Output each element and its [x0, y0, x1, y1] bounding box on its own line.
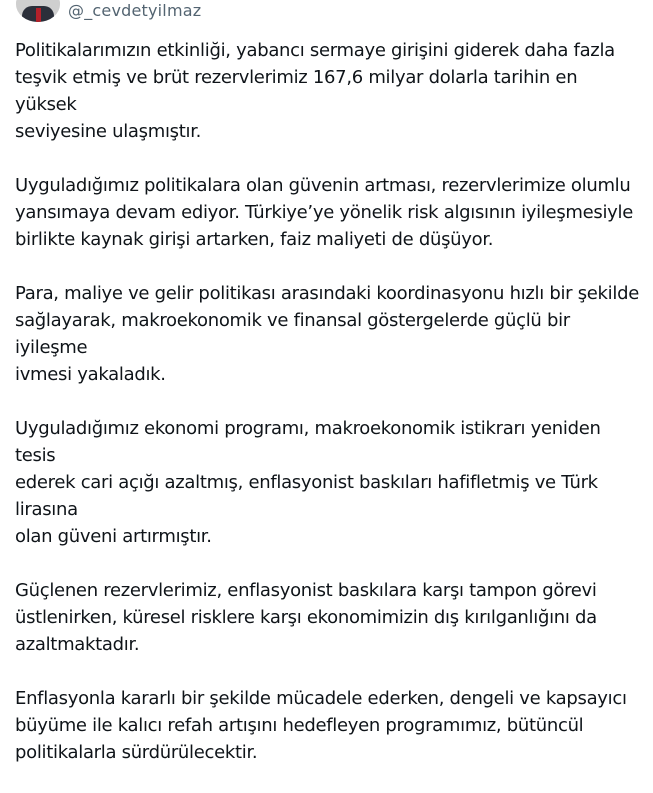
- avatar[interactable]: [16, 0, 60, 22]
- post-paragraph-3: Para, maliye ve gelir politikası arasındaki koordinasyonu hızlı bir şekilde sağlayarak, makroekonomik ve finansal göstergelerde güçlü bir iyileşme ivmesi yakaladık.: [15, 283, 639, 385]
- post-paragraph-6: Enflasyonla kararlı bir şekilde mücadele ederken, dengeli ve kapsayıcı büyüme ile kalıcı refah artışını hedefleyen programımız, bütüncül politikalarla sürdürülecektir.: [15, 688, 627, 763]
- post-paragraph-2: Uyguladığımız politikalara olan güvenin artması, rezervlerimize olumlu yansımaya devam ediyor. Türkiye’ye yönelik risk algısının iyileşmesiyle birlikte kaynak girişi artarken, faiz maliyeti de düşüyor.: [15, 175, 634, 250]
- post-paragraph-1: Politikalarımızın etkinliği, yabancı sermaye girişini giderek daha fazla teşvik etmiş ve brüt rezervlerimiz 167,6 milyar dolarla tarihin en yüksek seviyesine ulaşmıştır.: [15, 40, 615, 142]
- post-paragraph-4: Uyguladığımız ekonomi programı, makroekonomik istikrarı yeniden tesis ederek cari açığı azaltmış, enflasyonist baskıları hafifletmiş ve Türk lirasına olan güveni artırmıştır.: [15, 418, 601, 547]
- avatar-tie: [36, 8, 41, 22]
- post-paragraph-5: Güçlenen rezervlerimiz, enflasyonist baskılara karşı tampon görevi üstlenirken, küresel risklere karşı ekonomimizin dış kırılganlığını da azaltmaktadır.: [15, 580, 597, 655]
- user-handle[interactable]: @_cevdetyilmaz: [68, 1, 202, 20]
- post-header: [0, 0, 653, 28]
- post-body: [15, 37, 640, 793]
